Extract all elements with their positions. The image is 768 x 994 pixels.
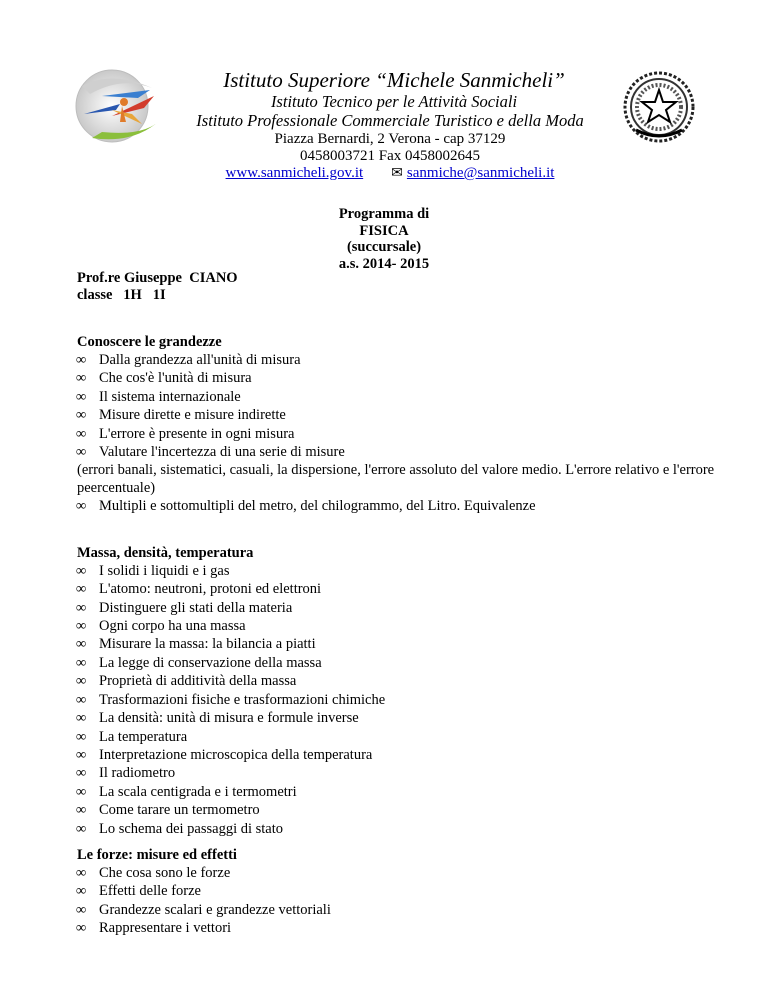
bullet-icon: ∞ xyxy=(75,783,87,800)
program-line-1: Programma di xyxy=(338,206,430,222)
envelope-icon: ✉ xyxy=(391,166,403,181)
bullet-icon: ∞ xyxy=(75,581,87,598)
list-item: ∞ Come tarare un termometro xyxy=(77,801,717,819)
bullet-icon: ∞ xyxy=(75,746,87,763)
teacher-classes: classe 1H 1I xyxy=(77,287,166,303)
list-item: ∞ Multipli e sottomultipli del metro, del chilogrammo, del Litro. Equivalenze xyxy=(77,497,717,515)
bullet-icon: ∞ xyxy=(75,425,87,442)
bullet-icon: ∞ xyxy=(75,498,87,515)
list-item: ∞ Che cosa sono le forze xyxy=(77,864,717,882)
bullet-icon: ∞ xyxy=(75,636,87,653)
list-item: ∞ Effetti delle forze xyxy=(77,882,717,900)
bullet-icon: ∞ xyxy=(75,710,87,727)
list-item: ∞ Trasformazioni fisiche e trasformazioni chimiche xyxy=(77,691,717,709)
bullet-icon: ∞ xyxy=(75,562,87,579)
teacher-name: Prof.re Giuseppe CIANO xyxy=(77,270,238,286)
section-title: Massa, densità, temperatura xyxy=(77,544,254,561)
institute-line-2: Istituto Tecnico per le Attività Sociali xyxy=(270,92,518,111)
program-school-year: a.s. 2014- 2015 xyxy=(338,255,430,272)
list-item: ∞ La legge di conservazione della massa xyxy=(77,654,717,672)
program-content xyxy=(77,333,717,938)
bullet-icon: ∞ xyxy=(75,765,87,782)
program-title-block xyxy=(0,206,768,272)
section-title: Le forze: misure ed effetti xyxy=(77,846,237,863)
list-item: ∞ Grandezze scalari e grandezze vettoriali xyxy=(77,901,717,919)
institute-address: Piazza Bernardi, 2 Verona - cap 37129 xyxy=(274,131,506,147)
list-item: ∞ La temperatura xyxy=(77,728,717,746)
bullet-icon: ∞ xyxy=(75,654,87,671)
institute-contacts xyxy=(6,166,768,181)
list-item: ∞ Distinguere gli stati della materia xyxy=(77,599,717,617)
list-item: ∞ Misure dirette e misure indirette xyxy=(77,406,717,424)
list-item: ∞ L'errore è presente in ogni misura xyxy=(77,425,717,443)
list-item: ∞ Interpretazione microscopica della temperatura xyxy=(77,746,717,764)
list-item: ∞ L'atomo: neutroni, protoni ed elettroni xyxy=(77,580,717,598)
bullet-icon: ∞ xyxy=(75,901,87,918)
section-list xyxy=(77,497,717,515)
bullet-icon: ∞ xyxy=(75,691,87,708)
list-item: ∞ I solidi i liquidi e i gas xyxy=(77,562,717,580)
list-item: ∞ Lo schema dei passaggi di stato xyxy=(77,820,717,838)
bullet-icon: ∞ xyxy=(75,352,87,368)
teacher-block xyxy=(77,270,238,304)
bullet-icon: ∞ xyxy=(75,388,87,405)
website-link[interactable]: www.sanmicheli.gov.it xyxy=(225,165,364,181)
list-item: ∞ Dalla grandezza all'unità di misura xyxy=(77,351,717,369)
list-item: ∞ Misurare la massa: la bilancia a piatti xyxy=(77,635,717,653)
list-item: ∞ Proprietà di additività della massa xyxy=(77,672,717,690)
list-item: ∞ Che cos'è l'unità di misura xyxy=(77,369,717,387)
bullet-icon: ∞ xyxy=(75,920,87,937)
list-item: ∞ La densità: unità di misura e formule inverse xyxy=(77,709,717,727)
bullet-icon: ∞ xyxy=(75,864,87,881)
section-list xyxy=(77,864,717,938)
list-item: ∞ Rappresentare i vettori xyxy=(77,919,717,937)
bullet-icon: ∞ xyxy=(75,370,87,387)
section-list xyxy=(77,351,717,461)
institute-line-3: Istituto Professionale Commerciale Turistico e della Moda xyxy=(196,111,584,130)
list-item: ∞ Valutare l'incertezza di una serie di misure xyxy=(77,443,717,461)
list-item: ∞ Ogni corpo ha una massa xyxy=(77,617,717,635)
bullet-icon: ∞ xyxy=(75,618,87,635)
list-item: ∞ Il sistema internazionale xyxy=(77,388,717,406)
section-list xyxy=(77,562,717,838)
section-title: Conoscere le grandezze xyxy=(77,334,222,350)
program-location: (succursale) xyxy=(346,239,422,255)
bullet-icon: ∞ xyxy=(75,599,87,616)
bullet-icon: ∞ xyxy=(75,673,87,690)
email-link[interactable]: sanmiche@sanmicheli.it xyxy=(406,165,555,181)
bullet-icon: ∞ xyxy=(75,728,87,745)
institute-phone: 0458003721 Fax 0458002645 xyxy=(300,148,480,164)
bullet-icon: ∞ xyxy=(75,407,87,424)
bullet-icon: ∞ xyxy=(75,802,87,819)
institute-name: Istituto Superiore “Michele Sanmicheli” xyxy=(223,68,565,92)
bullet-icon: ∞ xyxy=(75,444,87,461)
program-subject: FISICA xyxy=(359,222,409,239)
section-note: (errori banali, sistematici, casuali, la dispersione, l'errore assoluto del valore medio. L'errore relativo e l'errore peercentuale) xyxy=(77,462,715,497)
list-item: ∞ La scala centigrada e i termometri xyxy=(77,783,717,801)
bullet-icon: ∞ xyxy=(75,820,87,837)
bullet-icon: ∞ xyxy=(75,883,87,900)
list-item: ∞ Il radiometro xyxy=(77,764,717,782)
